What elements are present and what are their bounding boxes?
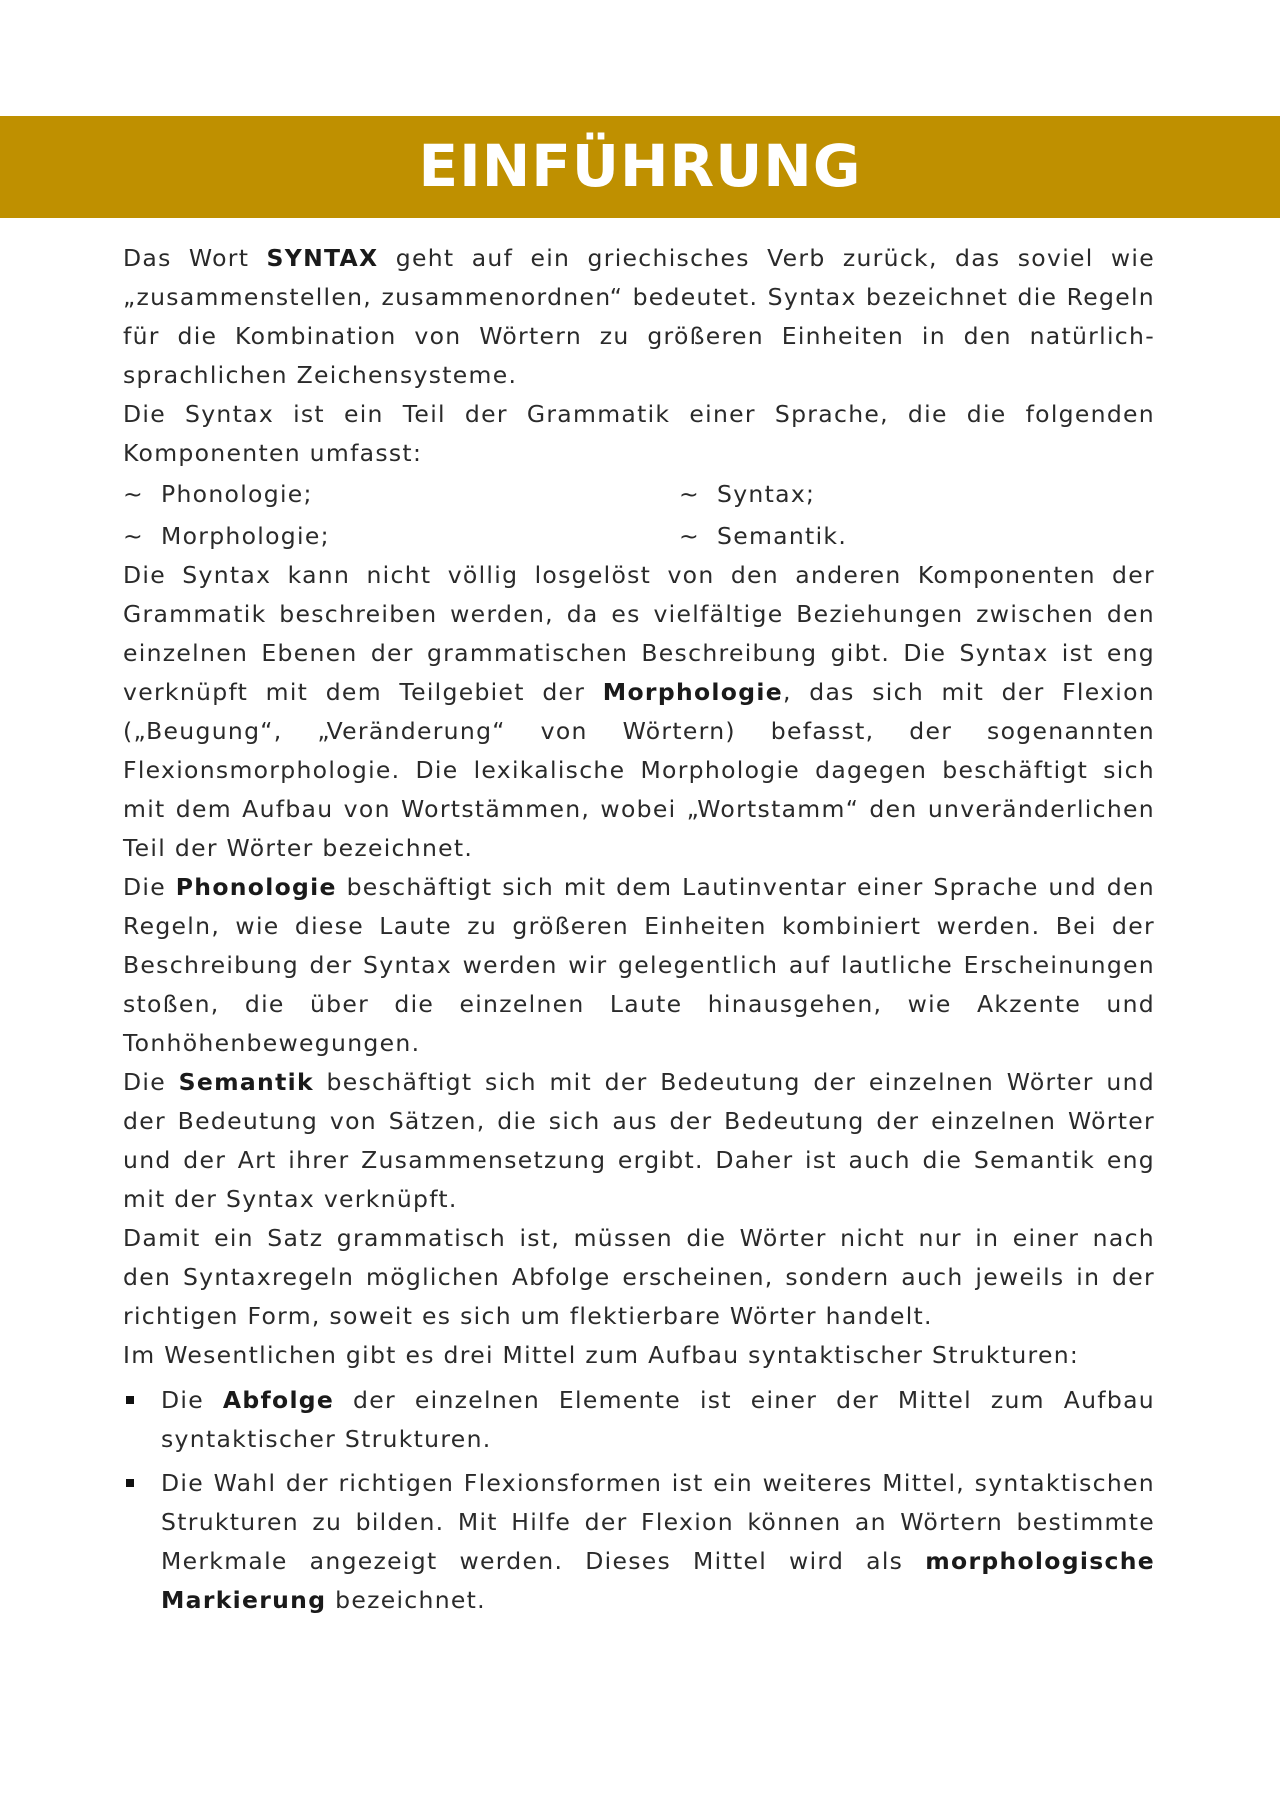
term-phonologie: Phonologie — [175, 873, 337, 901]
paragraph-semantik: Die Semantik beschäftigt sich mit der Bedeutung der einzelnen Wörter und der Bedeutung von Sätzen, die sich aus der Bedeutung der einzelnen Wörter und der Art ihrer Zusammensetzung ergibt. Daher ist auch die Semantik eng mit der Syntax verknüpft. — [123, 1068, 1155, 1213]
title-banner — [0, 116, 1280, 218]
components-list — [123, 475, 1155, 556]
list-item: Die Abfolge der einzelnen Elemente ist einer der Mittel zum Aufbau syntaktischer Strukturen. — [123, 1381, 1155, 1459]
mittel-list — [123, 1381, 1155, 1620]
list-item: Die Wahl der richtigen Flexionsformen ist ein weiteres Mittel, syntaktischen Strukturen zu bilden. Mit Hilfe der Flexion können an Wörtern bestimmte Merkmale angezeigt werden. Dieses Mittel wird als morphologische Markierung bezeichnet. — [123, 1464, 1155, 1620]
paragraph-mittel: Im Wesentlichen gibt es drei Mittel zum Aufbau syntaktischer Strukturen: — [123, 1341, 1080, 1369]
list-item: ~ Syntax; — [679, 475, 1155, 514]
list-item: ~ Morphologie; — [123, 517, 679, 556]
paragraph-phonologie: Die Phonologie beschäftigt sich mit dem Lautinventar einer Sprache und den Regeln, wie diese Laute zu größeren Einheiten kombiniert werden. Bei der Beschreibung der Syntax werden wir gelegentlich auf lautliche Erscheinungen stoßen, die über die einzelnen Laute hinausgehen, wie Akzente und Tonhöhenbewegungen. — [123, 873, 1155, 1057]
term-syntax: SYNTAX — [266, 244, 379, 272]
square-bullet-icon — [126, 1479, 134, 1487]
term-abfolge: Abfolge — [222, 1386, 335, 1414]
paragraph-morphologie: Die Syntax kann nicht völlig losgelöst von den anderen Komponenten der Grammatik beschreiben werden, da es vielfältige Beziehungen zwischen den einzelnen Ebenen der grammatischen Beschreibung gibt. Die Syntax ist eng verknüpft mit dem Teilgebiet der Morphologie, das sich mit der Flexion („Beugung“, „Veränderung“ von Wörtern) befasst, der sogenannten Flexionsmorphologie. Die lexikalische Morphologie dagegen beschäftigt sich mit dem Aufbau von Wortstämmen, wobei „Wortstamm“ den unveränderlichen Teil der Wörter bezeichnet. — [123, 561, 1155, 862]
term-semantik: Semantik — [178, 1068, 314, 1096]
tilde-marker: ~ — [679, 480, 700, 508]
paragraph-components: Die Syntax ist ein Teil der Grammatik einer Sprache, die die folgenden Komponenten umfasst: — [123, 400, 1155, 467]
tilde-marker: ~ — [123, 480, 144, 508]
list-item: ~ Semantik. — [679, 517, 1155, 556]
tilde-marker: ~ — [123, 522, 144, 550]
term-morphologie: Morphologie — [602, 678, 783, 706]
paragraph-grammatisch: Damit ein Satz grammatisch ist, müssen die Wörter nicht nur in einer nach den Syntaxregeln möglichen Abfolge erscheinen, sondern auch jeweils in der richtigen Form, soweit es sich um flektierbare Wörter handelt. — [123, 1224, 1155, 1330]
paragraph-intro: Das Wort SYNTAX geht auf ein griechisches Verb zurück, das soviel wie „zusammenstellen, zusammenordnen“ bedeutet. Syntax bezeichnet die Regeln für die Kombination von Wörtern zu größeren Einheiten in den natürlich-sprachlichen Zeichensysteme. — [123, 244, 1155, 389]
tilde-marker: ~ — [679, 522, 700, 550]
list-item: ~ Phonologie; — [123, 475, 679, 514]
page-title: EINFÜHRUNG — [418, 132, 862, 200]
term-morphologische-markierung: morphologische Markierung — [161, 1547, 1155, 1614]
document-body — [123, 239, 1155, 1625]
square-bullet-icon — [126, 1396, 134, 1404]
